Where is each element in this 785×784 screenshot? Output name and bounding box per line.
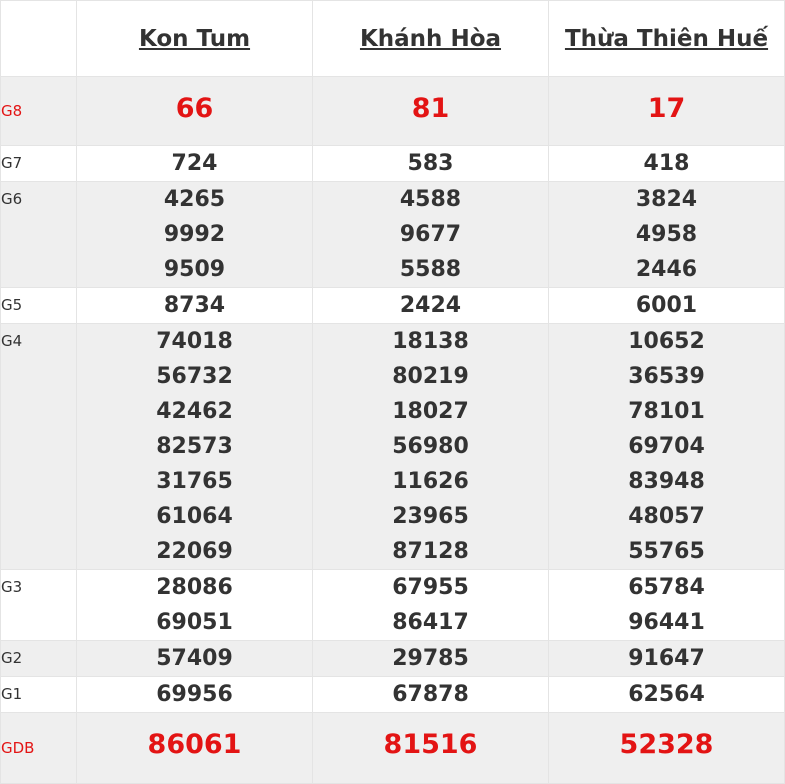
prize-cell-g1-khanh-hoa <box>313 677 549 713</box>
prize-number: 62564 <box>628 682 705 707</box>
prize-number: 96441 <box>628 610 705 635</box>
prize-cell-g4-khanh-hoa <box>313 324 549 570</box>
prize-number: 9509 <box>163 257 226 282</box>
prize-label-gdb: GDB <box>1 713 77 784</box>
prize-label-g8: G8 <box>1 77 77 146</box>
prize-number: 2424 <box>399 293 462 318</box>
prize-cell-g8-kon-tum <box>77 77 313 146</box>
prize-label-g1: G1 <box>1 677 77 713</box>
prize-cell-g6-thua-thien-hue <box>549 182 785 288</box>
prize-number: 5588 <box>399 257 462 282</box>
province-header-khanh-hoa[interactable]: Khánh Hòa <box>313 1 549 77</box>
prize-number: 86417 <box>392 610 469 635</box>
prize-cell-g8-khanh-hoa <box>313 77 549 146</box>
prize-number: 69704 <box>628 434 705 459</box>
prize-row-g6 <box>1 182 785 288</box>
prize-row-g3 <box>1 570 785 641</box>
prize-cell-g4-kon-tum <box>77 324 313 570</box>
prize-cell-g1-kon-tum <box>77 677 313 713</box>
prize-number: 9992 <box>163 222 226 247</box>
prize-row-g2 <box>1 641 785 677</box>
prize-number: 65784 <box>628 575 705 600</box>
prize-number: 80219 <box>392 364 469 389</box>
prize-number: 31765 <box>156 469 233 494</box>
prize-number: 23965 <box>392 504 469 529</box>
prize-label-g2: G2 <box>1 641 77 677</box>
prize-number: 10652 <box>628 329 705 354</box>
province-header-kon-tum[interactable]: Kon Tum <box>77 1 313 77</box>
prize-number: 22069 <box>156 539 233 564</box>
prize-number: 11626 <box>392 469 469 494</box>
prize-number: 4958 <box>635 222 698 247</box>
prize-row-g5 <box>1 288 785 324</box>
prize-cell-gdb-kon-tum <box>77 713 313 784</box>
province-header-thua-thien-hue[interactable]: Thừa Thiên Huế <box>549 1 785 77</box>
prize-number: 28086 <box>156 575 233 600</box>
prize-number: 69051 <box>156 610 233 635</box>
prize-cell-g7-kon-tum <box>77 146 313 182</box>
prize-cell-g4-thua-thien-hue <box>549 324 785 570</box>
prize-label-g6: G6 <box>1 182 77 288</box>
prize-number: 29785 <box>392 646 469 671</box>
prize-number: 2446 <box>635 257 698 282</box>
prize-number: 18138 <box>392 329 469 354</box>
prize-number: 418 <box>643 151 690 176</box>
prize-number: 18027 <box>392 399 469 424</box>
prize-number: 74018 <box>156 329 233 354</box>
prize-number: 724 <box>171 151 218 176</box>
prize-label-g3: G3 <box>1 570 77 641</box>
prize-row-g8 <box>1 77 785 146</box>
prize-cell-g8-thua-thien-hue <box>549 77 785 146</box>
prize-number: 81516 <box>383 729 478 760</box>
prize-cell-g2-kon-tum <box>77 641 313 677</box>
prize-number: 56732 <box>156 364 233 389</box>
prize-number: 78101 <box>628 399 705 424</box>
prize-cell-g6-kon-tum <box>77 182 313 288</box>
prize-number: 91647 <box>628 646 705 671</box>
prize-number: 81 <box>411 93 450 124</box>
prize-cell-g5-thua-thien-hue <box>549 288 785 324</box>
prize-number: 61064 <box>156 504 233 529</box>
prize-number: 56980 <box>392 434 469 459</box>
prize-cell-g3-thua-thien-hue <box>549 570 785 641</box>
prize-label-g7: G7 <box>1 146 77 182</box>
prize-number: 67955 <box>392 575 469 600</box>
prize-cell-g2-khanh-hoa <box>313 641 549 677</box>
prize-cell-gdb-thua-thien-hue <box>549 713 785 784</box>
prize-number: 55765 <box>628 539 705 564</box>
prize-cell-g3-khanh-hoa <box>313 570 549 641</box>
prize-number: 66 <box>175 93 214 124</box>
prize-number: 42462 <box>156 399 233 424</box>
prize-number: 52328 <box>619 729 714 760</box>
prize-cell-g7-thua-thien-hue <box>549 146 785 182</box>
prize-row-g7 <box>1 146 785 182</box>
prize-number: 67878 <box>392 682 469 707</box>
prize-label-g4: G4 <box>1 324 77 570</box>
prize-cell-g1-thua-thien-hue <box>549 677 785 713</box>
header-corner-cell <box>1 1 77 77</box>
prize-number: 9677 <box>399 222 462 247</box>
prize-row-g4 <box>1 324 785 570</box>
prize-number: 4588 <box>399 187 462 212</box>
prize-number: 8734 <box>163 293 226 318</box>
prize-cell-g5-khanh-hoa <box>313 288 549 324</box>
prize-number: 86061 <box>147 729 242 760</box>
prize-number: 36539 <box>628 364 705 389</box>
prize-number: 17 <box>647 93 686 124</box>
prize-row-g1 <box>1 677 785 713</box>
prize-number: 69956 <box>156 682 233 707</box>
prize-cell-g7-khanh-hoa <box>313 146 549 182</box>
prize-number: 48057 <box>628 504 705 529</box>
prize-cell-gdb-khanh-hoa <box>313 713 549 784</box>
prize-cell-g2-thua-thien-hue <box>549 641 785 677</box>
prize-label-g5: G5 <box>1 288 77 324</box>
prize-number: 87128 <box>392 539 469 564</box>
prize-number: 583 <box>407 151 454 176</box>
prize-number: 57409 <box>156 646 233 671</box>
prize-number: 82573 <box>156 434 233 459</box>
prize-number: 6001 <box>635 293 698 318</box>
prize-row-gdb <box>1 713 785 784</box>
prize-cell-g5-kon-tum <box>77 288 313 324</box>
prize-number: 4265 <box>163 187 226 212</box>
prize-number: 83948 <box>628 469 705 494</box>
prize-cell-g6-khanh-hoa <box>313 182 549 288</box>
prize-number: 3824 <box>635 187 698 212</box>
prize-cell-g3-kon-tum <box>77 570 313 641</box>
province-header-row <box>1 1 785 77</box>
